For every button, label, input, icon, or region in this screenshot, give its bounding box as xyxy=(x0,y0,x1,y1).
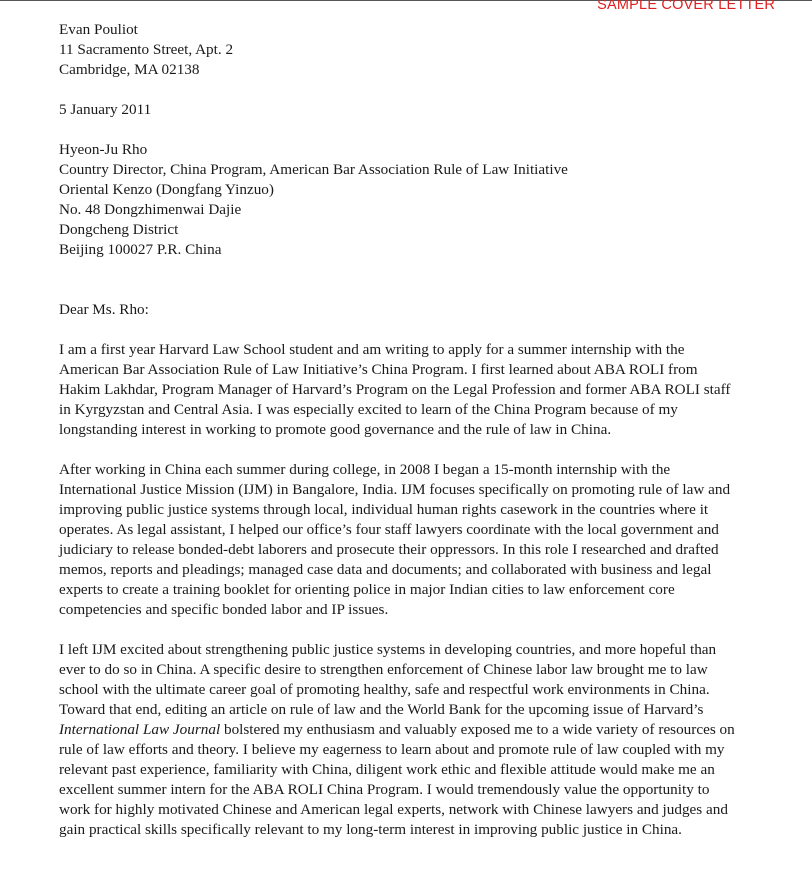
sender-city: Cambridge, MA 02138 xyxy=(59,61,200,78)
paragraph-line: relevant past experience, familiarity with China, diligent work ethic and flexible attitude would make me an xyxy=(59,761,715,778)
recipient-title: Country Director, China Program, American Bar Association Rule of Law Initiative xyxy=(59,161,568,178)
paragraph-line: rule of law efforts and theory. I believe my eagerness to learn about and promote rule of law coupled with my xyxy=(59,741,725,758)
paragraph-line: longstanding interest in working to promote good governance and the rule of law in China. xyxy=(59,421,612,438)
paragraph-line: excellent summer intern for the ABA ROLI China Program. I would tremendously value the opportunity to xyxy=(59,781,710,798)
paragraph-line: American Bar Association Rule of Law Initiative’s China Program. I first learned about ABA ROLI from xyxy=(59,361,698,378)
journal-title: International Law Journal xyxy=(59,721,221,738)
paragraph-line: I left IJM excited about strengthening public justice systems in developing countries, and more hopeful than xyxy=(59,641,717,658)
recipient-street: No. 48 Dongzhimenwai Dajie xyxy=(59,201,242,218)
recipient-district: Dongcheng District xyxy=(59,221,179,238)
paragraph-line-rest: bolstered my enthusiasm and valuably exposed me to a wide variety of resources on xyxy=(220,721,735,738)
paragraph-line: improving public justice systems through local, individual human rights casework in the countries where it xyxy=(59,501,709,518)
sender-name: Evan Pouliot xyxy=(59,21,138,38)
paragraph-line: memos, reports and pleadings; managed case data and documents; and collaborated with business and legal xyxy=(59,561,712,578)
paragraph-line: school with the ultimate career goal of promoting healthy, safe and respectful work environments in China. xyxy=(59,681,710,698)
paragraph-line: ever to do so in China. A specific desire to strengthen enforcement of Chinese labor law brought me to law xyxy=(59,661,708,678)
paragraph-line: in Kyrgyzstan and Central Asia. I was especially excited to learn of the China Program because of my xyxy=(59,401,678,418)
paragraph-line xyxy=(59,720,759,740)
paragraph-line: After working in China each summer during college, in 2008 I began a 15-month internship with the xyxy=(59,461,671,478)
sender-address xyxy=(59,20,759,80)
paragraph-line: competencies and specific bonded labor and IP issues. xyxy=(59,601,389,618)
recipient-address xyxy=(59,140,759,260)
paragraph-line: Hakim Lakhdar, Program Manager of Harvard’s Program on the Legal Profession and former ABA ROLI staff xyxy=(59,381,731,398)
paragraph-1 xyxy=(59,340,759,440)
paragraph-line: work for highly motivated Chinese and American legal experts, network with Chinese lawyers and judges and xyxy=(59,801,728,818)
sender-street: 11 Sacramento Street, Apt. 2 xyxy=(59,41,234,58)
cover-letter xyxy=(59,20,759,860)
sample-stamp: SAMPLE COVER LETTER xyxy=(597,0,775,13)
paragraph-line: I am a first year Harvard Law School student and am writing to apply for a summer internship with the xyxy=(59,341,685,358)
paragraph-line: Toward that end, editing an article on rule of law and the World Bank for the upcoming issue of Harvard’s xyxy=(59,701,704,718)
paragraph-line: International Justice Mission (IJM) in Bangalore, India. IJM focuses specifically on promoting rule of law and xyxy=(59,481,731,498)
recipient-city: Beijing 100027 P.R. China xyxy=(59,241,222,258)
paragraph-line: judiciary to release bonded-debt laborers and prosecute their oppressors. In this role I researched and drafted xyxy=(59,541,719,558)
recipient-name: Hyeon-Ju Rho xyxy=(59,141,148,158)
paragraph-2 xyxy=(59,460,759,620)
paragraph-line: experts to create a training booklet for orienting police in major Indian cities to law enforcement core xyxy=(59,581,675,598)
paragraph-line: gain practical skills specifically relevant to my long-term interest in improving public justice in China. xyxy=(59,821,682,838)
letter-date: 5 January 2011 xyxy=(59,101,152,118)
salutation: Dear Ms. Rho: xyxy=(59,301,149,318)
paragraph-3 xyxy=(59,640,759,840)
paragraph-line: operates. As legal assistant, I helped our office’s four staff lawyers coordinate with the local government and xyxy=(59,521,719,538)
recipient-org: Oriental Kenzo (Dongfang Yinzuo) xyxy=(59,181,274,198)
